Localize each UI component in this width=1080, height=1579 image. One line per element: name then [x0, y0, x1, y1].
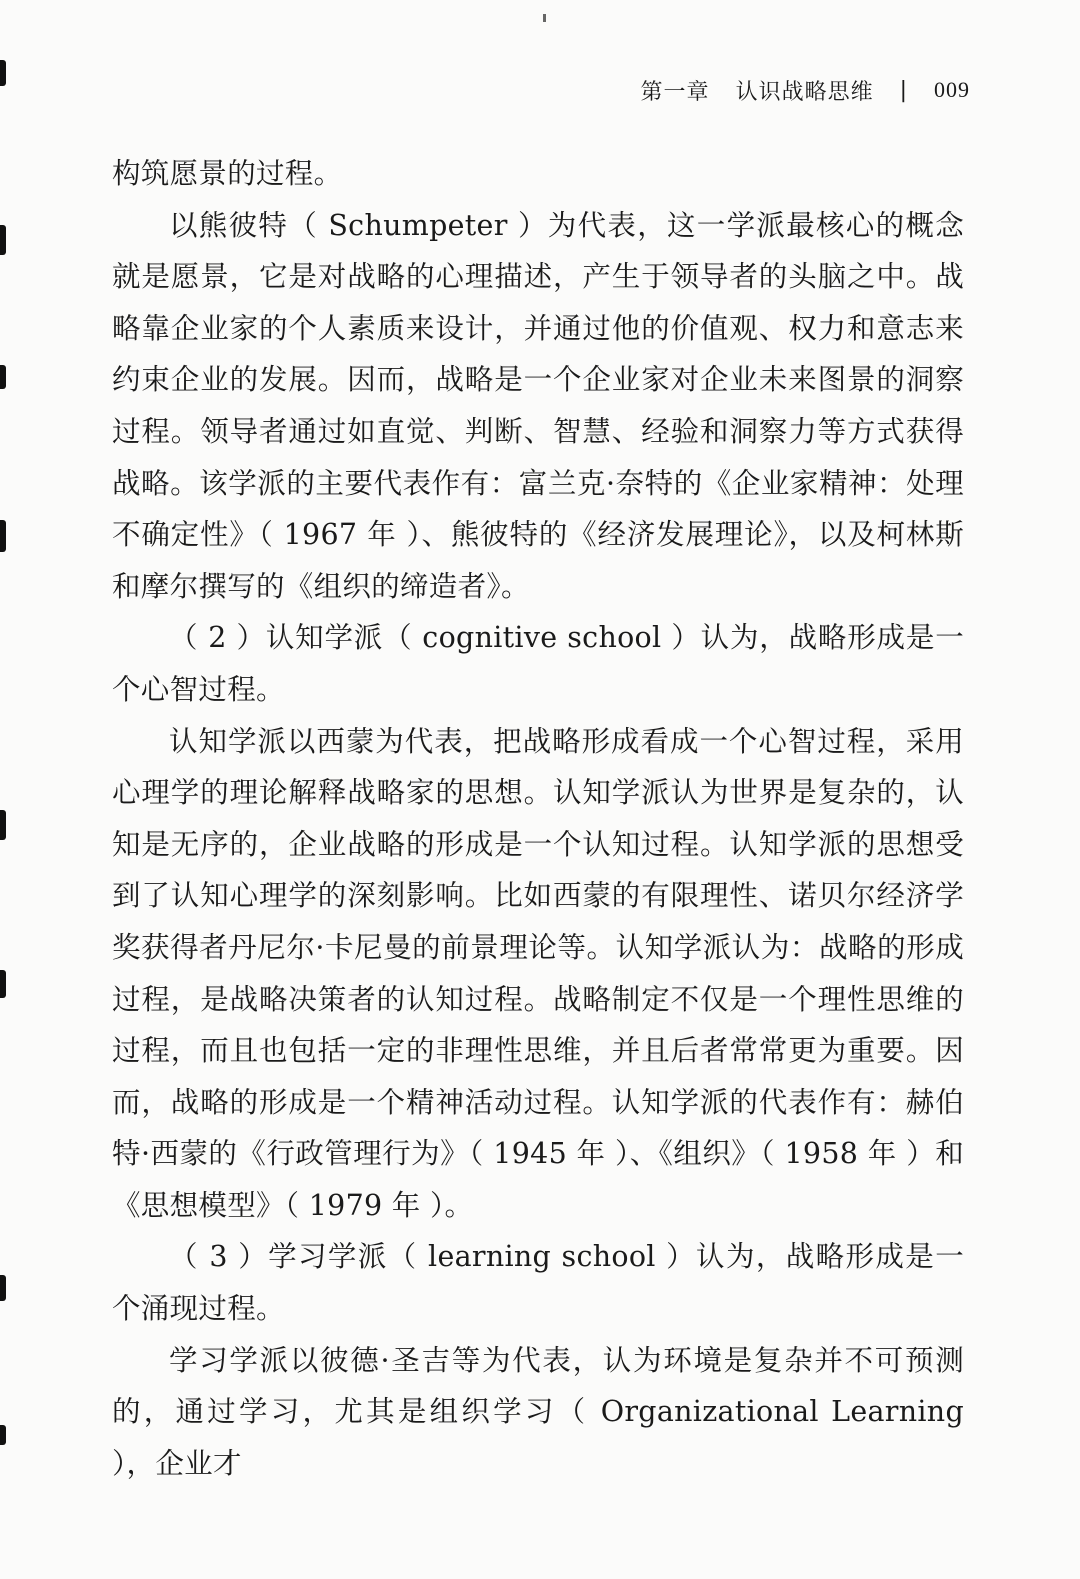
paragraph: （ 3 ）学习学派（ learning school ）认为，战略形成是一个涌现过程。 — [112, 1240, 964, 1326]
scan-edge-mark — [0, 970, 6, 998]
running-head — [600, 70, 970, 110]
paragraph: （ 2 ）认知学派（ cognitive school ）认为，战略形成是一个心智过程。 — [112, 621, 964, 706]
scan-edge-mark — [0, 225, 6, 255]
scan-speck — [543, 14, 546, 22]
paragraph: 以熊彼特（ Schumpeter ）为代表，这一学派最核心的概念就是愿景，它是对战略的心理描述，产生于领导者的头脑之中。战略靠企业家的个人素质来设计，并通过他的价值观、权力和意志来约束企业的发展。因而，战略是一个企业家对企业未来图景的洞察过程。领导者通过如直觉、判断、智慧、经验和洞察力等方式获得战略。该学派的主要代表作有：富兰克·奈特的《企业家精神：处理不确定性》（ 1967 年 ）、熊彼特的《经济发展理论》，以及柯林斯和摩尔撰写的《组织的缔造者》。 — [112, 208, 964, 603]
scan-edge-mark — [0, 365, 6, 389]
chapter-label: 第一章 — [640, 79, 710, 105]
scan-edge-mark — [0, 1425, 6, 1445]
scan-edge-mark — [0, 60, 6, 86]
chapter-title: 认识战略思维 — [735, 79, 874, 105]
paragraph: 构筑愿景的过程。 — [112, 157, 343, 190]
scan-edge-mark — [0, 1275, 6, 1301]
body-text — [112, 148, 964, 1489]
scan-edge-mark — [0, 520, 6, 552]
header-separator: | — [899, 77, 908, 103]
paragraph: 学习学派以彼德·圣吉等为代表，认为环境是复杂并不可预测的，通过学习，尤其是组织学习（ Organizational Learning ），企业才 — [112, 1343, 964, 1480]
paragraph: 认知学派以西蒙为代表，把战略形成看成一个心智过程，采用心理学的理论解释战略家的思想。认知学派认为世界是复杂的，认知是无序的，企业战略的形成是一个认知过程。认知学派的思想受到了认知心理学的深刻影响。比如西蒙的有限理性、诺贝尔经济学奖获得者丹尼尔·卡尼曼的前景理论等。认知学派认为：战略的形成过程，是战略决策者的认知过程。战略制定不仅是一个理性思维的过程，而且也包括一定的非理性思维，并且后者常常更为重要。因而，战略的形成是一个精神活动过程。认知学派的代表作有：赫伯特·西蒙的《行政管理行为》（ 1945 年 ）、《组织》（ 1958 年 ）和《思想模型》（ 1979 年 ）。 — [112, 724, 964, 1222]
page-number: 009 — [934, 77, 970, 102]
scan-edge-mark — [0, 810, 6, 840]
